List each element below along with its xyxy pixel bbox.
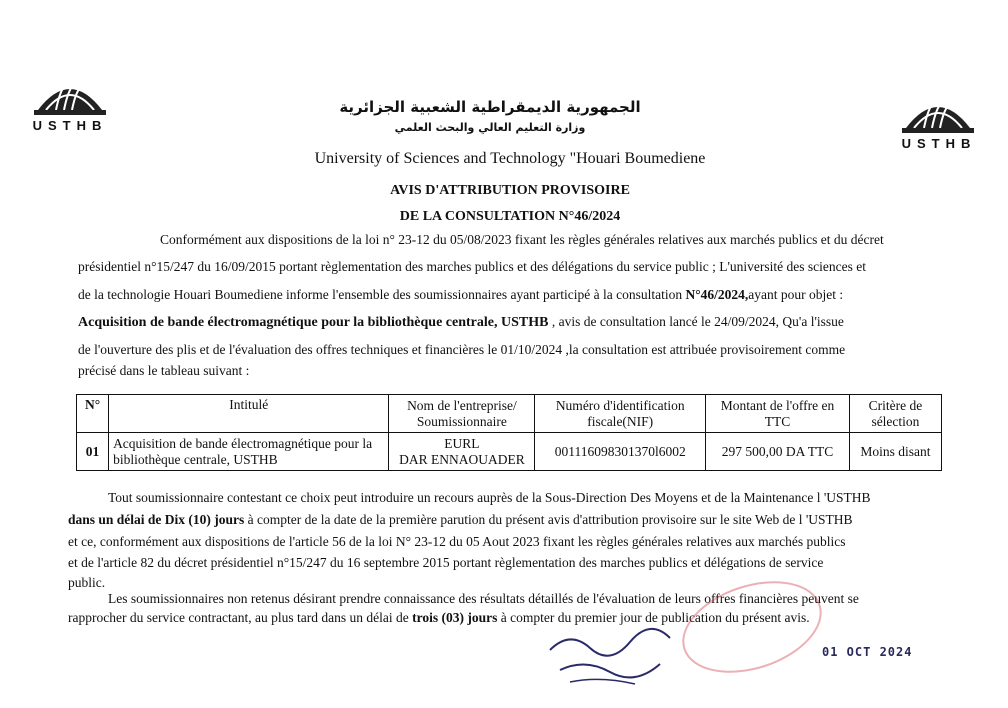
notice-text: à compter de la date de la première parution du présent avis d'attribution provisoire sur le site Web de l 'USTHB — [244, 512, 853, 527]
body-line — [78, 310, 948, 335]
cell-intitule: Acquisition de bande électromagnétique pour la bibliothèque centrale, USTHB — [109, 433, 389, 471]
header-montant: Montant de l'offre en TTC — [706, 395, 850, 433]
body-text: , avis de consultation lancé le 24/09/2024, Qu'a l'issue — [548, 314, 844, 329]
company-type: EURL — [444, 435, 480, 451]
header-entreprise: Nom de l'entreprise/ Soumissionnaire — [389, 395, 535, 433]
notice-text: rapprocher du service contractant, au plus tard dans un délai de — [68, 610, 413, 625]
date-stamp: 01 OCT 2024 — [822, 645, 913, 659]
notice-line: et ce, conformément aux dispositions de l'article 56 de la loi N° 23-12 du 05 Aout 2023 fixant les règles générales relatives aux marchés publics — [68, 534, 846, 549]
consultation-number: DE LA CONSULTATION N°46/2024 — [399, 209, 621, 224]
usthb-logo-right — [898, 88, 980, 151]
company-name: DAR ENNAOUADER — [399, 451, 525, 467]
university-emblem-icon — [30, 70, 110, 118]
info-delay: trois (03) jours — [412, 610, 498, 625]
notice-line: Les soumissionnaires non retenus désirant prendre connaissance des résultats détaillés de l'évaluation de leurs offres financières peuvent se — [108, 591, 859, 606]
attribution-table — [76, 394, 942, 471]
logo-text: USTHB — [32, 118, 108, 133]
body-line: Conformément aux dispositions de la loi n° 23-12 du 05/08/2023 fixant les règles générales relatives aux marchés publics et du décret — [160, 232, 884, 247]
body-text: ayant pour objet : — [748, 287, 844, 302]
appeal-delay: Dix (10) jours — [164, 512, 245, 527]
body-line: précisé dans le tableau suivant : — [78, 363, 250, 378]
cell-critere: Moins disant — [849, 433, 941, 471]
logo-text: USTHB — [901, 136, 977, 151]
cell-no: 01 — [77, 433, 109, 471]
consultation-ref: N°46/2024, — [685, 287, 749, 302]
body-line — [78, 283, 938, 307]
cell-entreprise — [389, 433, 535, 471]
header-no: N° — [77, 395, 109, 433]
body-text: de la technologie Houari Boumediene informe l'ensemble des soumissionnaires ayant participé à la consultation — [78, 287, 686, 302]
cell-montant: 297 500,00 DA TTC — [706, 433, 850, 471]
notice-line: Tout soumissionnaire contestant ce choix peut introduire un recours auprès de la Sous-Direction Des Moyens et de la Maintenance l 'USTHB — [108, 490, 871, 505]
body-line: présidentiel n°15/247 du 16/09/2015 portant règlementation des marches publics et des délégations du service public ; L'université des sciences et — [78, 259, 866, 274]
notice-line: et de l'article 82 du décret présidentiel n°15/247 du 16 septembre 2015 portant règlementation des marches publics et délégations de service — [68, 555, 824, 570]
subject-title: Acquisition de bande électromagnétique pour la bibliothèque centrale, USTHB — [78, 315, 549, 330]
arabic-ministry-heading: وزارة التعليم العالي والبحث العلمي — [394, 121, 586, 134]
body-line: de l'ouverture des plis et de l'évaluation des offres techniques et financières le 01/10/2024 ,la consultation est attribuée provisoirement comme — [78, 342, 846, 357]
notice-title: AVIS D'ATTRIBUTION PROVISOIRE — [390, 183, 630, 198]
table-header-row — [77, 395, 942, 433]
table-row — [77, 433, 942, 471]
university-emblem-icon — [898, 88, 978, 136]
university-name: University of Sciences and Technology "Houari Boumediene — [314, 150, 706, 167]
notice-text: à compter du premier jour de publication du présent avis. — [497, 610, 810, 625]
cell-nif: 001116098301370l6002 — [535, 433, 706, 471]
notice-line: public. — [68, 575, 106, 590]
arabic-republic-heading: الجمهورية الديمقراطية الشعبية الجزائرية — [339, 98, 641, 116]
usthb-logo-left — [30, 70, 110, 133]
notice-line — [68, 508, 948, 532]
handwritten-signature — [540, 620, 680, 690]
header-nif: Numéro d'identification fiscale(NIF) — [535, 395, 706, 433]
official-stamp — [671, 565, 834, 689]
header-critere: Critère de sélection — [849, 395, 941, 433]
header-intitule: Intitulé — [109, 395, 389, 433]
notice-text: dans un délai de — [68, 512, 165, 527]
